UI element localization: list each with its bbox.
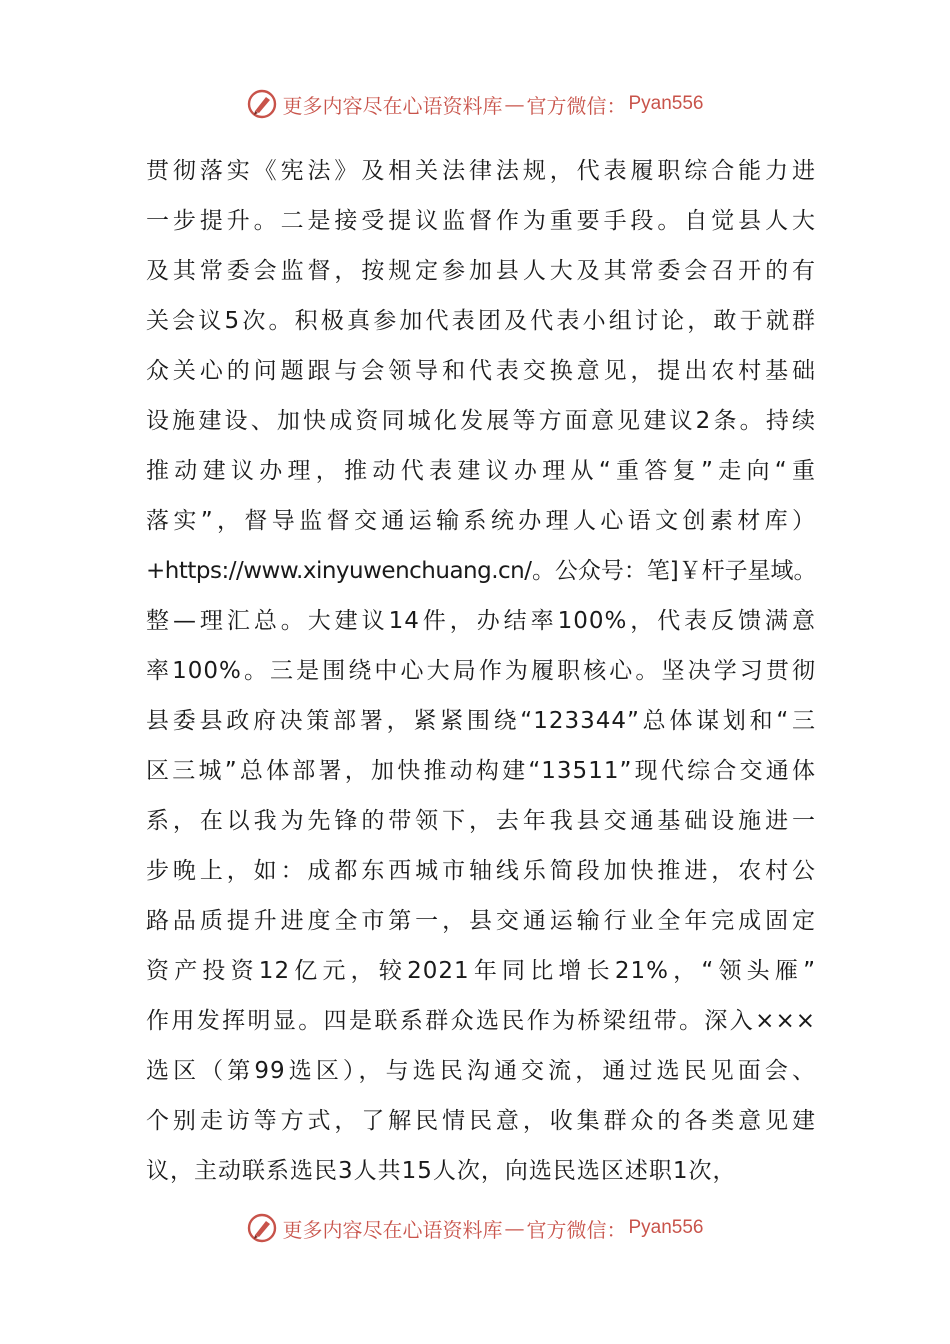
text-line: 推动建议办理，推动代表建议办理从“重答复”走向“重	[146, 458, 816, 484]
pen-circle-logo-icon	[246, 1212, 278, 1244]
text-line: 系，在以我为先锋的带领下，去年我县交通基础设施进一	[146, 808, 816, 834]
banner-wechat-id: Pyan556	[628, 1217, 704, 1238]
text-line: 贯彻落实《宪法》及相关法律法规，代表履职综合能力进	[146, 158, 816, 184]
text-line: 整—理汇总。大建议14件，办结率100%，代表反馈满意	[146, 608, 816, 634]
banner-wechat-label: 官方微信：	[526, 93, 627, 118]
footer-banner	[0, 1208, 950, 1248]
body-paragraph	[146, 146, 816, 1196]
text-line: 步晚上，如：成都东西城市轴线乐简段加快推进，农村公	[146, 858, 816, 884]
text-line: 选区（第99选区），与选民沟通交流，通过选民见面会、	[146, 1058, 816, 1084]
banner-separator: —	[504, 92, 525, 116]
text-line: 率100%。三是围绕中心大局作为履职核心。坚决学习贯彻	[146, 658, 816, 684]
text-line: 及其常委会监督，按规定参加县人大及其常委会召开的有	[146, 258, 816, 284]
header-banner	[0, 84, 950, 124]
text-line: +https://www.xinyuwenchuang.cn/。公众号：笔]￥杆子星域。	[146, 558, 816, 584]
text-line: 区三城”总体部署，加快推动构建“13511”现代综合交通体	[146, 758, 816, 784]
text-line: 个别走访等方式，了解民情民意，收集群众的各类意见建	[146, 1108, 816, 1134]
text-line: 众关心的问题跟与会领导和代表交换意见，提出农村基础	[146, 358, 816, 384]
banner-main-text: 更多内容尽在心语资料库	[282, 1217, 503, 1242]
text-line: 一步提升。二是接受提议监督作为重要手段。自觉县人大	[146, 208, 816, 234]
pen-circle-logo-icon	[246, 88, 278, 120]
banner-main-text: 更多内容尽在心语资料库	[282, 93, 503, 118]
text-line: 设施建设、加快成资同城化发展等方面意见建议2条。持续	[146, 408, 816, 434]
text-line: 议，主动联系选民3人共15人次，向选民选区述职1次，	[146, 1158, 737, 1184]
text-line: 县委县政府决策部署，紧紧围绕“123344”总体谋划和“三	[146, 708, 816, 734]
text-line: 作用发挥明显。四是联系群众选民作为桥梁纽带。深入×××	[146, 1008, 816, 1034]
text-line: 资产投资12亿元，较2021年同比增长21%，“领头雁”	[146, 958, 816, 984]
banner-wechat-id: Pyan556	[628, 93, 704, 114]
text-line: 关会议5次。积极真参加代表团及代表小组讨论，敢于就群	[146, 308, 816, 334]
banner-separator: —	[504, 1216, 525, 1240]
banner-wechat-label: 官方微信：	[526, 1217, 627, 1242]
text-line: 路品质提升进度全市第一，县交通运输行业全年完成固定	[146, 908, 816, 934]
text-line: 落实”，督导监督交通运输系统办理人心语文创素材库）	[146, 508, 816, 534]
